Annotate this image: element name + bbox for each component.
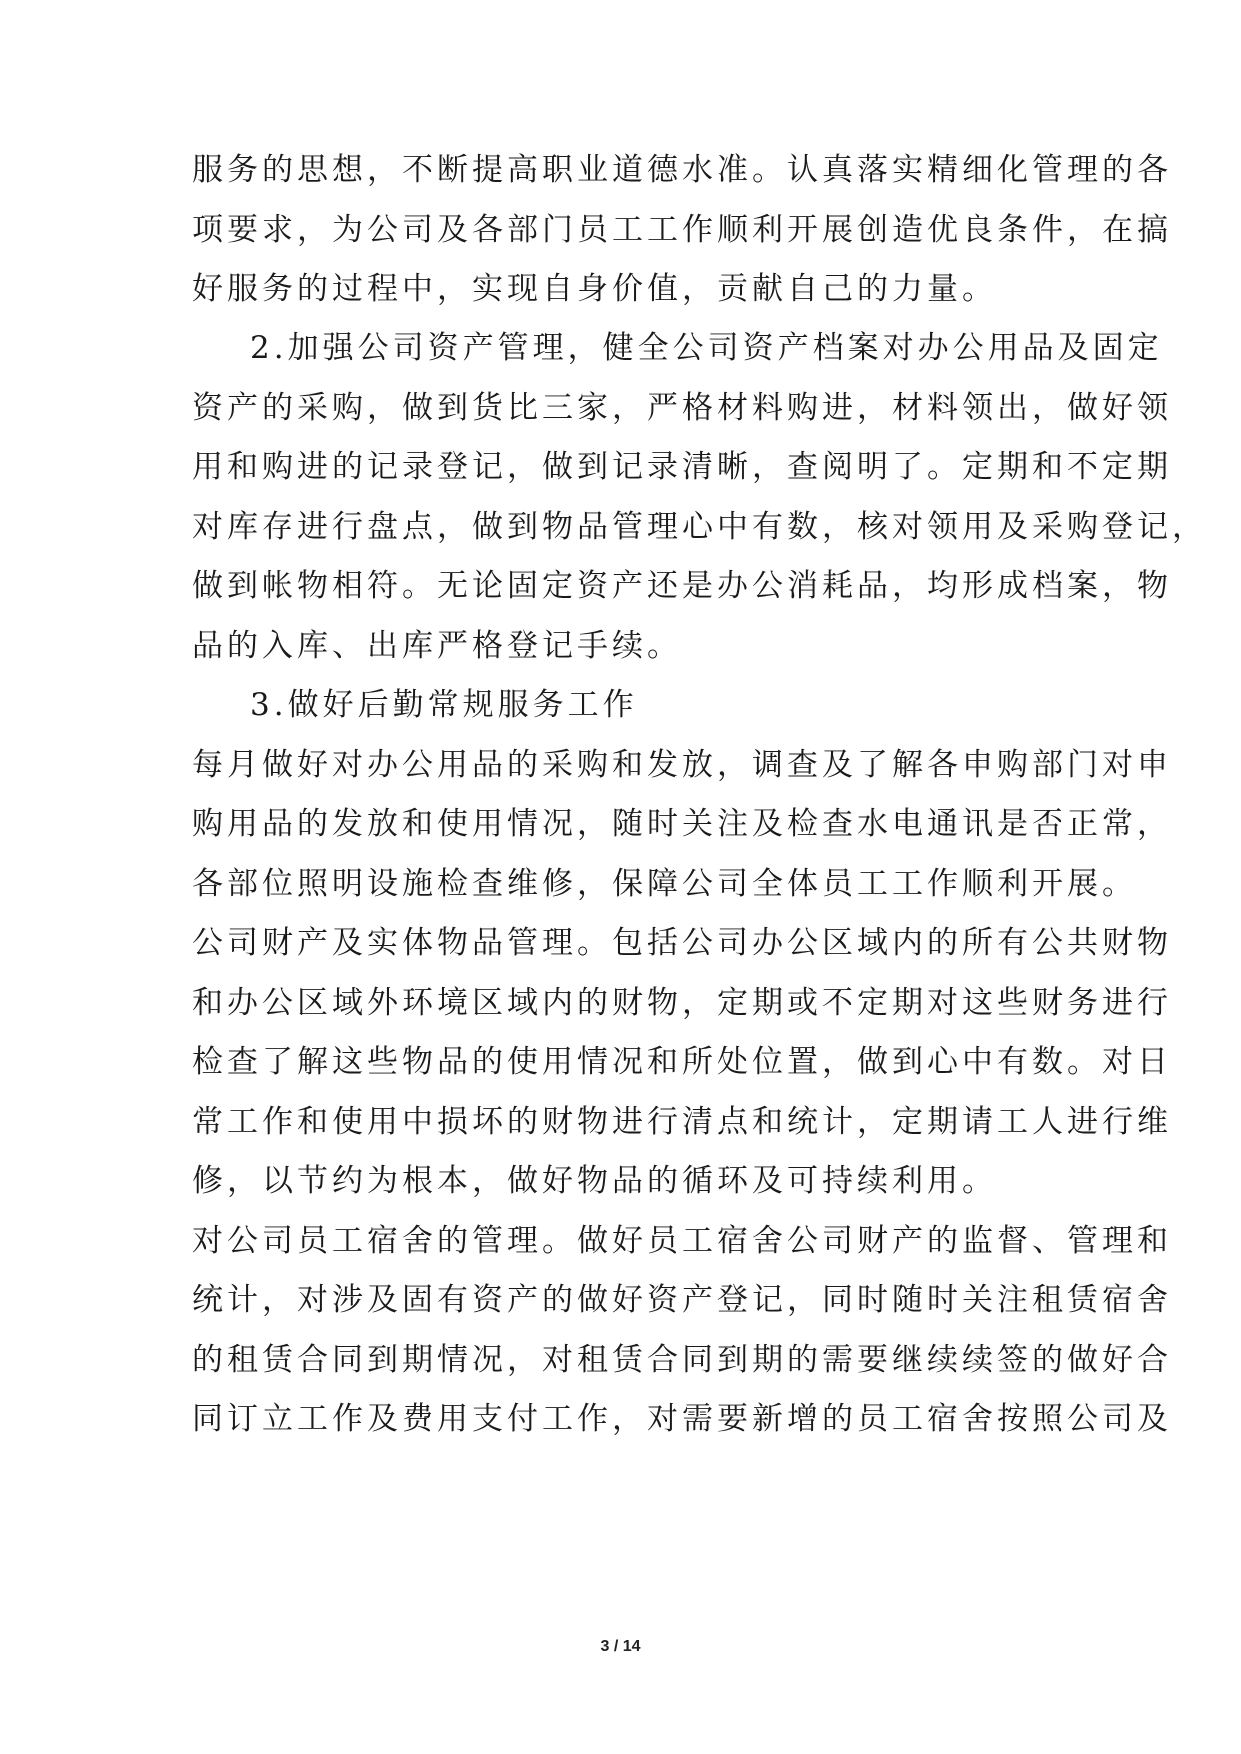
paragraph-line: 各部位照明设施检查维修，保障公司全体员工工作顺利开展。 [192, 866, 1137, 902]
paragraph-line: 好服务的过程中，实现自身价值，贡献自己的力量。 [192, 271, 997, 307]
paragraph-line: 项要求，为公司及各部门员工工作顺利开展创造优良条件，在搞 [192, 212, 1172, 248]
paragraph-line: 资产的采购，做到货比三家，严格材料购进，材料领出，做好领 [192, 390, 1172, 426]
paragraph-line: 修，以节约为根本，做好物品的循环及可持续利用。 [192, 1163, 997, 1199]
paragraph-line: 公司财产及实体物品管理。包括公司办公区域内的所有公共财物 [192, 925, 1172, 961]
section-heading: 3.做好后勤常规服务工作 [250, 687, 638, 723]
paragraph-line: 统计，对涉及固有资产的做好资产登记，同时随时关注租赁宿舍 [192, 1282, 1172, 1318]
paragraph-line: 每月做好对办公用品的采购和发放，调查及了解各申购部门对申 [192, 747, 1172, 783]
paragraph-line: 用和购进的记录登记，做到记录清晰，查阅明了。定期和不定期 [192, 449, 1172, 485]
paragraph-line: 检查了解这些物品的使用情况和所处位置，做到心中有数。对日 [192, 1044, 1172, 1080]
paragraph-line: 做到帐物相符。无论固定资产还是办公消耗品，均形成档案，物 [192, 568, 1172, 604]
paragraph-line: 对库存进行盘点，做到物品管理心中有数，核对领用及采购登记， [192, 509, 1207, 545]
paragraph-line: 常工作和使用中损坏的财物进行清点和统计，定期请工人进行维 [192, 1104, 1172, 1140]
paragraph-line: 和办公区域外环境区域内的财物，定期或不定期对这些财务进行 [192, 985, 1172, 1021]
paragraph-line: 2.加强公司资产管理，健全公司资产档案对办公用品及固定 [250, 330, 1163, 366]
paragraph-line: 对公司员工宿舍的管理。做好员工宿舍公司财产的监督、管理和 [192, 1223, 1172, 1259]
paragraph-line: 品的入库、出库严格登记手续。 [192, 628, 682, 664]
paragraph-line: 服务的思想，不断提高职业道德水准。认真落实精细化管理的各 [192, 152, 1172, 188]
paragraph-line: 购用品的发放和使用情况，随时关注及检查水电通讯是否正常， [192, 806, 1172, 842]
paragraph-line: 同订立工作及费用支付工作，对需要新增的员工宿舍按照公司及 [192, 1401, 1172, 1437]
paragraph-line: 的租赁合同到期情况，对租赁合同到期的需要继续续签的做好合 [192, 1342, 1172, 1378]
page-number: 3 / 14 [600, 1638, 641, 1655]
